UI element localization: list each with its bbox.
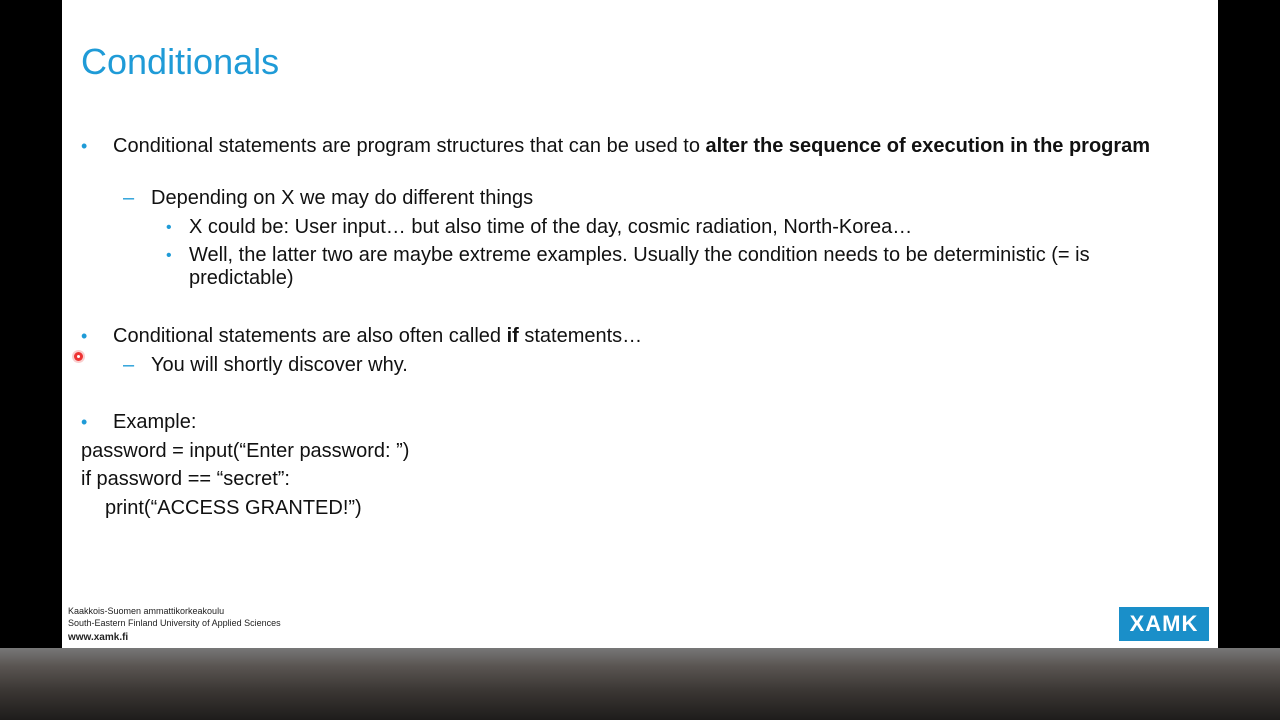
- slide: [62, 0, 1218, 650]
- sub-bullet-discover: You will shortly discover why.: [151, 354, 408, 376]
- slide-title: Conditionals: [81, 41, 280, 82]
- bullet-if-statements: [113, 325, 642, 348]
- sub-bullet-depending: Depending on X we may do different things: [151, 187, 534, 209]
- pointer-cursor-icon: [74, 352, 83, 361]
- footer-url: www.xamk.fi: [68, 632, 129, 643]
- bullet-marker: •: [166, 247, 172, 264]
- bullet-bold-text: alter the sequence of execution in the program: [705, 135, 1151, 157]
- dash-marker: –: [123, 354, 135, 376]
- bullet-example: Example:: [113, 411, 197, 433]
- dash-marker: –: [123, 187, 135, 209]
- footer-school-english: South-Eastern Finland University of Applied Sciences: [68, 618, 281, 628]
- bullet-marker: •: [81, 136, 88, 156]
- code-line: password = input(“Enter password: ”): [81, 440, 410, 462]
- code-line: print(“ACCESS GRANTED!”): [105, 497, 362, 519]
- code-line: if password == “secret”:: [81, 468, 290, 490]
- bullet-marker: •: [81, 326, 88, 346]
- bullet-bold-text: if: [506, 325, 519, 347]
- sub-sub-bullet-x-could-be: X could be: User input… but also time of the day, cosmic radiation, North-Korea…: [189, 216, 913, 238]
- xamk-logo: XAMK: [1119, 607, 1209, 641]
- bullet-marker: •: [166, 219, 172, 236]
- sub-sub-bullet-well: Well, the latter two are maybe extreme examples. Usually the condition needs to be deterministic (= is predictable): [189, 244, 1090, 289]
- bullet-text: Conditional statements are program structures that can be used to: [113, 135, 706, 157]
- background-floor: [0, 648, 1280, 720]
- bullet-conditional-statements: [113, 135, 1183, 158]
- bullet-text: Conditional statements are also often called: [113, 325, 507, 347]
- footer-school-finnish: Kaakkois-Suomen ammattikorkeakoulu: [68, 606, 225, 616]
- bullet-text: statements…: [518, 325, 643, 347]
- bullet-marker: •: [81, 412, 88, 432]
